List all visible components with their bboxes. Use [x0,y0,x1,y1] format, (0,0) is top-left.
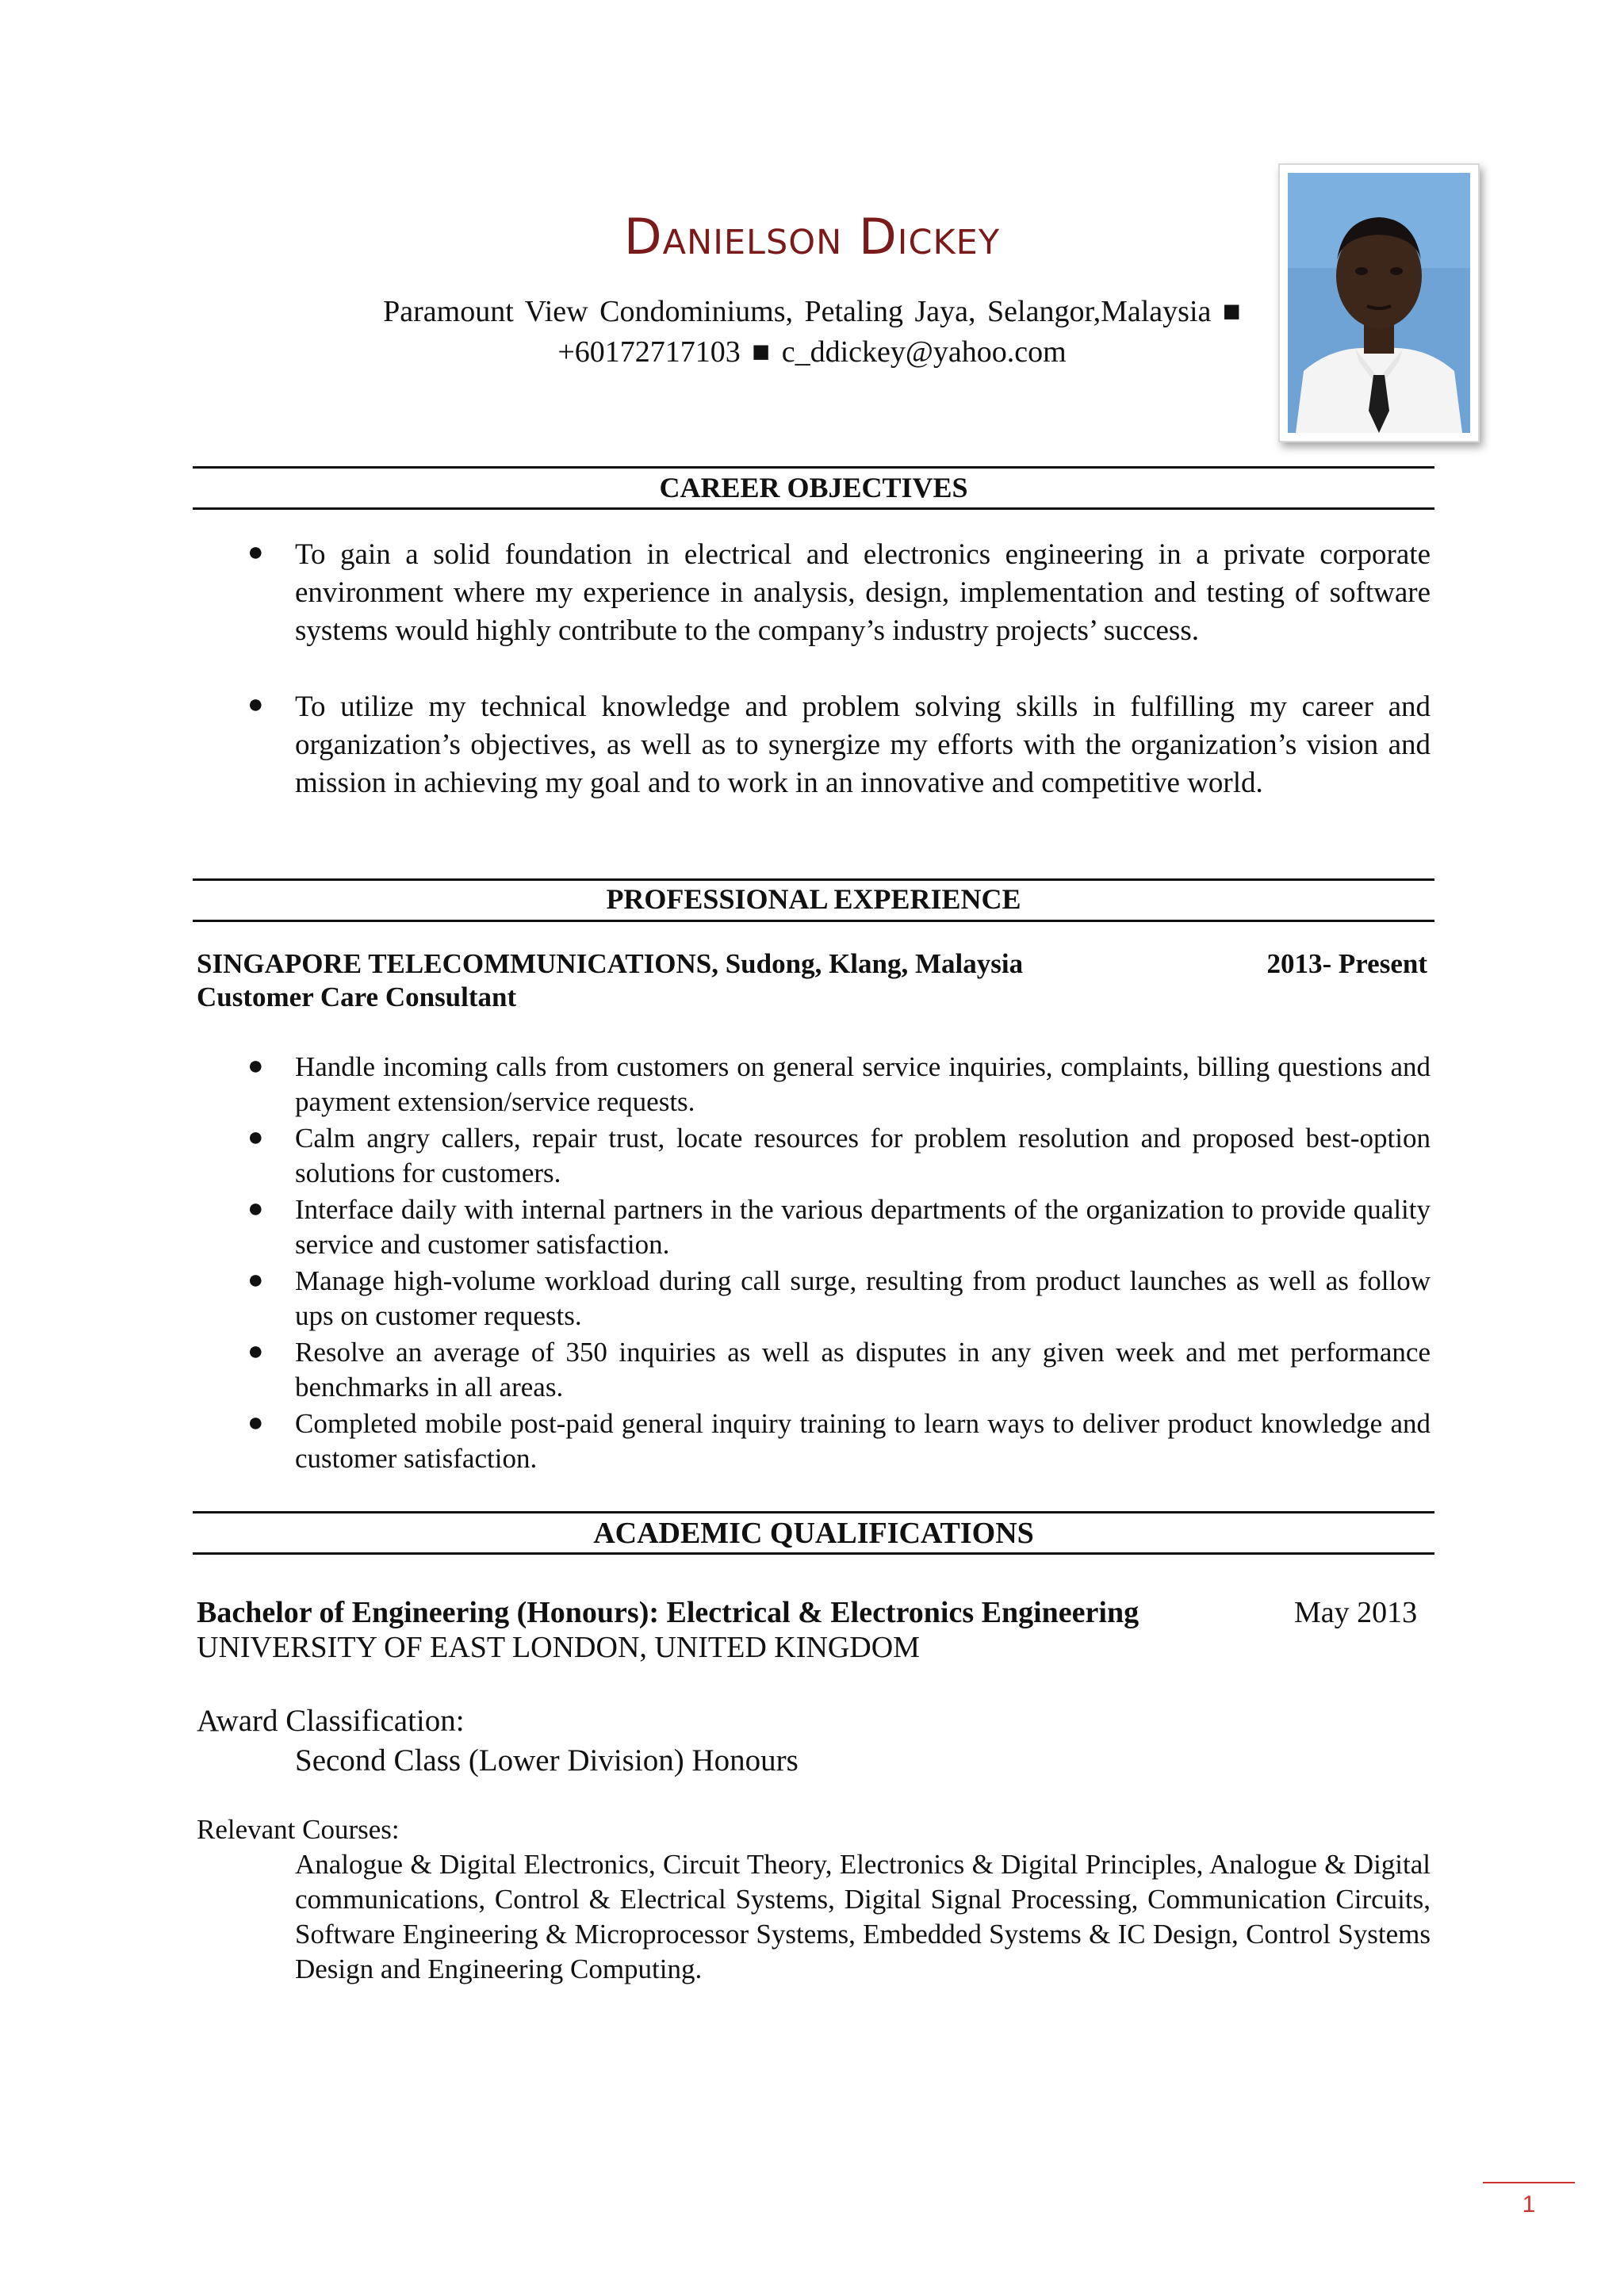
section-rule-bottom [193,920,1434,922]
employment-period: 2013- Present [1266,948,1427,979]
contact-line: +60172717103 ■ c_ddickey@yahoo.com [557,335,1067,369]
duty-item: Manage high-volume workload during call surge, resulting from product launches as well as follow ups on customer requests. [295,1265,1431,1331]
bullet-icon: ● [247,1337,264,1366]
award-label: Award Classification: [197,1704,465,1738]
university-name: UNIVERSITY OF EAST LONDON, UNITED KINGDOM [197,1631,920,1664]
bullet-icon: ● [247,690,264,719]
bullet-icon: ● [247,1051,264,1081]
section-rule-top [193,878,1434,881]
career-objectives-heading: CAREER OBJECTIVES [659,472,968,503]
award-value: Second Class (Lower Division) Honours [295,1743,799,1777]
section-rule-bottom [193,507,1434,510]
duty-item: Handle incoming calls from customers on general service inquiries, complaints, billing questions and payment extension/service requests. [295,1051,1431,1117]
bullet-icon: ● [247,538,264,567]
duty-item: Completed mobile post-paid general inquiry training to learn ways to deliver product knowledge and customer satisfaction. [295,1408,1431,1474]
section-rule-top [193,1511,1434,1513]
bullet-icon: ● [247,1194,264,1223]
bullet-icon: ● [247,1265,264,1295]
academic-qualifications-heading: ACADEMIC QUALIFICATIONS [593,1517,1034,1550]
employer-line [197,948,1431,980]
candidate-name: Danielson Dickey [623,208,1001,266]
professional-experience-heading: PROFESSIONAL EXPERIENCE [606,883,1021,915]
courses-list: Analogue & Digital Electronics, Circuit Theory, Electronics & Digital Principles, Analogue & Digital communications, Control & Electrical Systems, Digital Signal Processing, Communication Circuits, Software Engineering & Microprocessor Systems, Embedded Systems & IC Design, Control Systems Design and Engineering Computing. [295,1849,1431,1984]
address-line: Paramount View Condominiums, Petaling Jaya, Selangor,Malaysia ■ [383,295,1241,328]
duty-item: Interface daily with internal partners in the various departments of the organization to provide quality service and customer satisfaction. [295,1194,1431,1260]
objective-item: To gain a solid foundation in electrical and electronics engineering in a private corporate environment where my experience in analysis, design, implementation and testing of software systems would highly contribute to the company’s industry projects’ success. [295,538,1431,647]
courses-label: Relevant Courses: [197,1814,400,1845]
degree-date: May 2013 [1294,1596,1418,1629]
duty-item: Calm angry callers, repair trust, locate resources for problem resolution and proposed best-option solutions for customers. [295,1123,1431,1188]
page-number: 1 [1483,2182,1575,2218]
profile-photo [1278,163,1480,442]
bullet-icon: ● [247,1123,264,1152]
duty-item: Resolve an average of 350 inquiries as well as disputes in any given week and met performance benchmarks in all areas. [295,1337,1431,1402]
employer-name: SINGAPORE TELECOMMUNICATIONS, Sudong, Klang, Malaysia [197,948,1024,979]
portrait-image [1288,173,1470,433]
objective-item: To utilize my technical knowledge and problem solving skills in fulfilling my career and organization’s objectives, as well as to synergize my efforts with the organization’s vision and mission in achieving my goal and to work in an innovative and competitive world. [295,691,1431,799]
degree-title: Bachelor of Engineering (Honours): Electrical & Electronics Engineering [197,1596,1139,1629]
bullet-icon: ● [247,1408,264,1437]
section-rule-top [193,466,1434,469]
job-role: Customer Care Consultant [197,982,517,1012]
section-rule-bottom [193,1552,1434,1555]
